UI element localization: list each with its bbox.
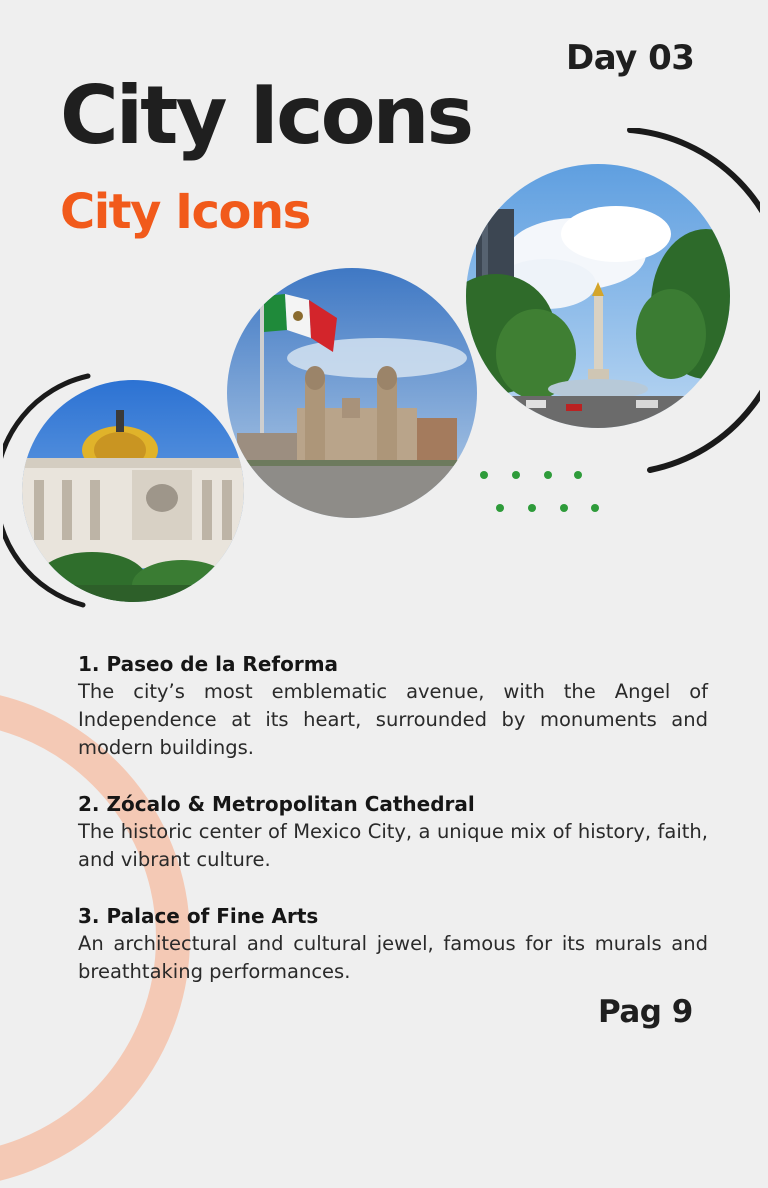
page-subtitle: City Icons	[60, 184, 310, 240]
item-title: 3. Palace of Fine Arts	[78, 904, 319, 928]
item-title: 2. Zócalo & Metropolitan Cathedral	[78, 792, 475, 816]
page-number: Pag 9	[598, 994, 693, 1030]
day-label: Day 03	[566, 38, 695, 78]
green-dots-decoration	[480, 470, 610, 515]
list-item	[78, 790, 708, 874]
item-description: The city’s most emblematic avenue, with the Angel of Independence at its heart, surrounded by monuments and modern buildings.	[78, 680, 708, 759]
content-list	[78, 650, 708, 1014]
item-description: The historic center of Mexico City, a unique mix of history, faith, and vibrant culture.	[78, 820, 708, 871]
page-title: City Icons	[60, 69, 472, 162]
zocalo-cathedral-photo	[227, 268, 477, 518]
list-item	[78, 902, 708, 986]
palace-of-fine-arts-photo	[22, 380, 244, 602]
angel-of-independence-photo	[466, 164, 730, 428]
item-title: 1. Paseo de la Reforma	[78, 652, 339, 676]
item-description: An architectural and cultural jewel, famous for its murals and breathtaking performances.	[78, 932, 708, 983]
list-item	[78, 650, 708, 762]
